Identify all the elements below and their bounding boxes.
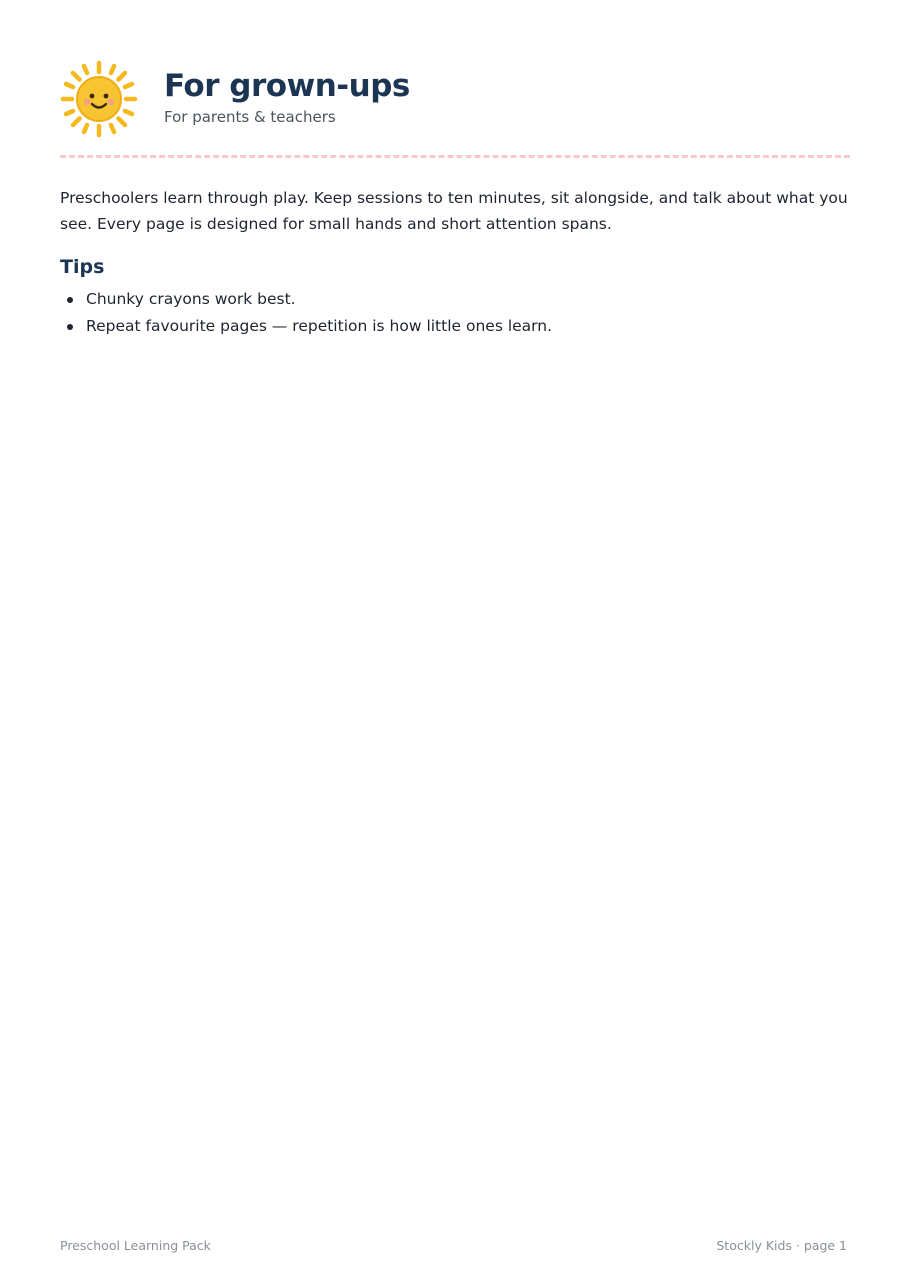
bullet-dot <box>67 324 73 330</box>
tips-list <box>60 286 850 340</box>
page-title: For grown-ups <box>164 68 410 104</box>
tip-text: Repeat favourite pages — repetition is how little ones learn. <box>86 317 553 335</box>
page-subtitle: For parents & teachers <box>164 108 336 126</box>
footer-page-number: Stockly Kids · page 1 <box>716 1238 847 1253</box>
footer-pack-name: Preschool Learning Pack <box>60 1238 211 1253</box>
intro-paragraph: Preschoolers learn through play. Keep sessions to ten minutes, sit alongside, and talk about what you see. Every page is designed for small hands and short attention spans. <box>60 189 848 233</box>
list-item <box>60 286 850 313</box>
tip-text: Chunky crayons work best. <box>86 290 296 308</box>
dashed-divider <box>60 155 850 158</box>
bullet-dot <box>67 297 73 303</box>
tips-heading: Tips <box>60 256 105 278</box>
header-text <box>164 68 410 126</box>
list-item <box>60 313 850 340</box>
page-header <box>60 60 850 140</box>
smiling-sun-icon <box>60 60 138 138</box>
